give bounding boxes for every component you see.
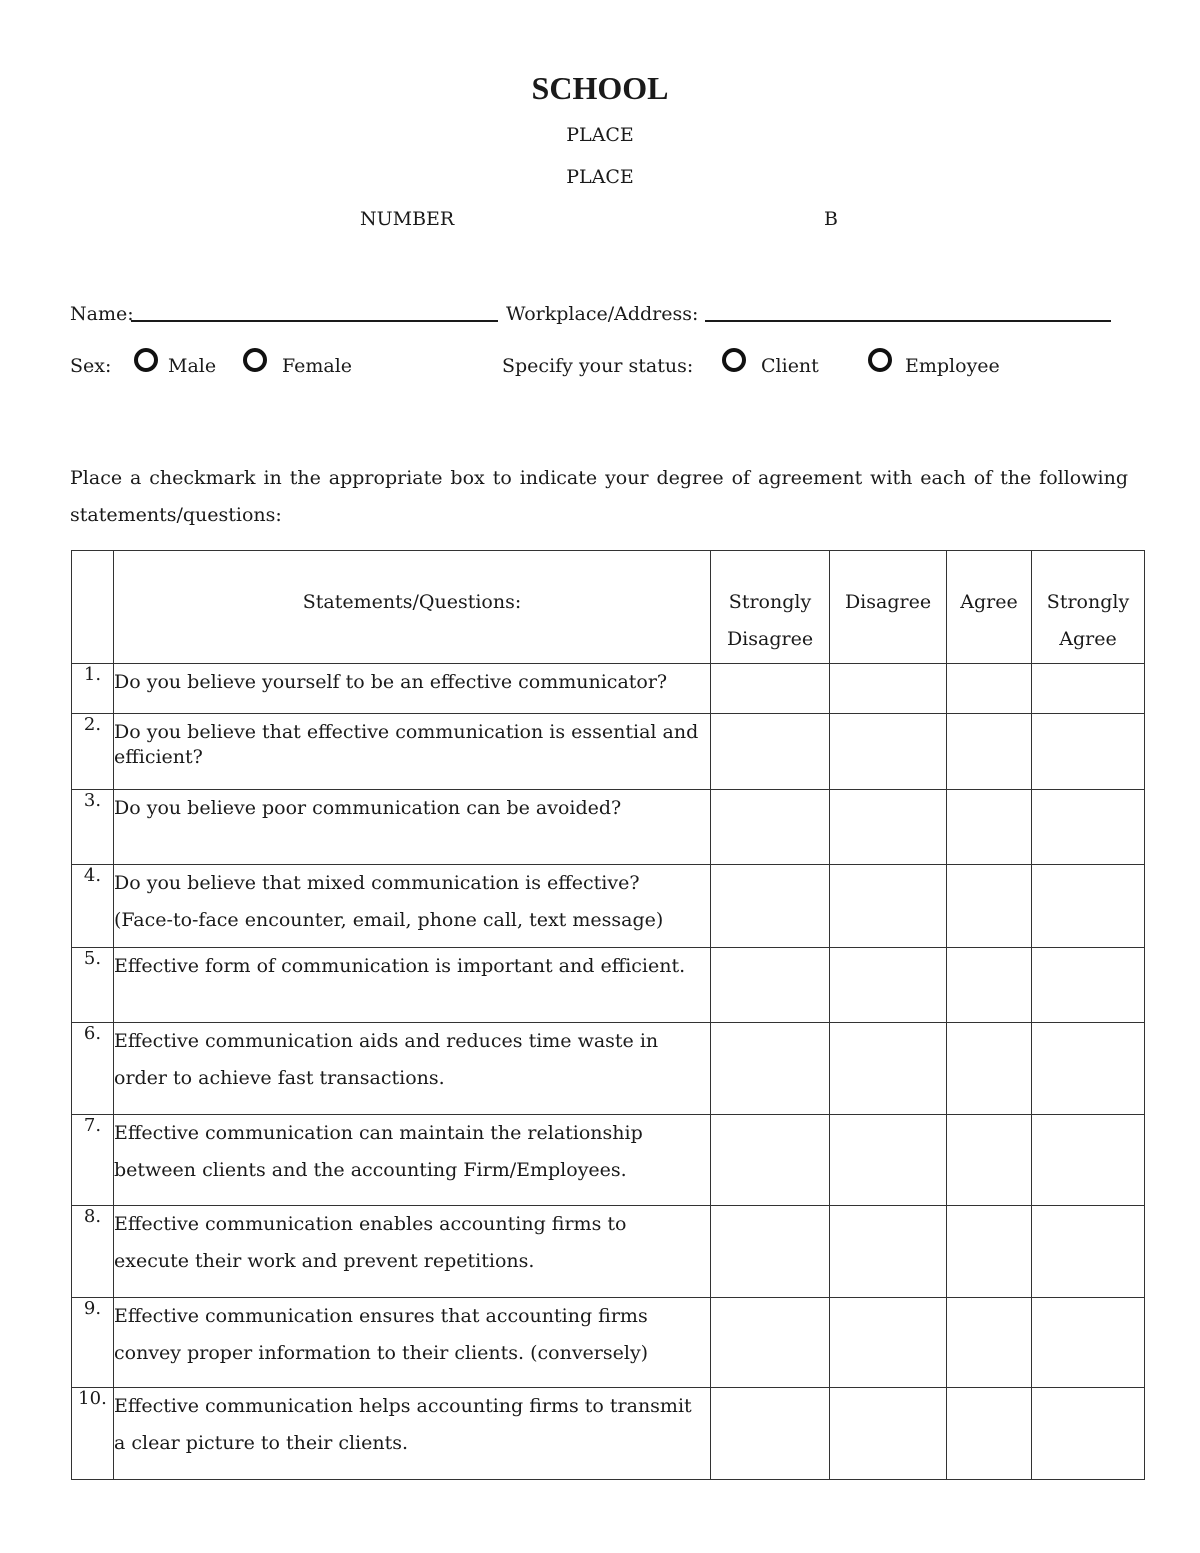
strongly-agree-checkbox[interactable] <box>1032 714 1145 790</box>
statement-line-2: convey proper information to their clients. (conversely) <box>114 1342 649 1364</box>
agree-checkbox[interactable] <box>947 1115 1032 1206</box>
statement-line-2: (Face-to-face encounter, email, phone call, text message) <box>114 909 664 931</box>
row-number: 1. <box>72 664 114 714</box>
strongly-agree-checkbox[interactable] <box>1032 664 1145 714</box>
agree-checkbox[interactable] <box>947 1388 1032 1480</box>
row-statement <box>114 714 711 790</box>
row-number: 7. <box>72 1115 114 1206</box>
statement-line-1: Effective communication aids and reduces time waste in <box>114 1030 659 1052</box>
row-statement <box>114 664 711 714</box>
statement-line-1: Effective communication helps accounting firms to transmit <box>114 1395 692 1417</box>
workplace-field[interactable] <box>705 320 1111 322</box>
statement-line-1: Effective communication enables accounting firms to <box>114 1213 627 1235</box>
table-row <box>72 790 1145 865</box>
page-title: SCHOOL <box>531 70 669 106</box>
instructions: Place a checkmark in the appropriate box to indicate your degree of agreement with each of the following statements/questions: <box>70 467 1128 526</box>
disagree-checkbox[interactable] <box>830 948 947 1023</box>
agree-checkbox[interactable] <box>947 790 1032 865</box>
strongly-disagree-checkbox[interactable] <box>711 664 830 714</box>
strongly-agree-checkbox[interactable] <box>1032 1115 1145 1206</box>
strongly-disagree-checkbox[interactable] <box>711 1388 830 1480</box>
status-label: Specify your status: <box>502 355 694 377</box>
row-number: 3. <box>72 790 114 865</box>
row-number: 4. <box>72 865 114 948</box>
table-row <box>72 1298 1145 1388</box>
workplace-label: Workplace/Address: <box>506 303 699 325</box>
strongly-agree-checkbox[interactable] <box>1032 790 1145 865</box>
strongly-disagree-checkbox[interactable] <box>711 1023 830 1115</box>
table-row <box>72 714 1145 790</box>
statement-line-2: a clear picture to their clients. <box>114 1432 409 1454</box>
disagree-checkbox[interactable] <box>830 1023 947 1115</box>
agree-checkbox[interactable] <box>947 714 1032 790</box>
name-label: Name: <box>70 303 134 325</box>
agree-header <box>947 551 1032 664</box>
disagree-checkbox[interactable] <box>830 1206 947 1298</box>
statement-line-1: Do you believe that effective communication is essential and <box>114 721 699 743</box>
disagree-checkbox[interactable] <box>830 1115 947 1206</box>
disagree-checkbox[interactable] <box>830 790 947 865</box>
agree-checkbox[interactable] <box>947 1023 1032 1115</box>
name-field[interactable] <box>131 320 498 322</box>
table-header-row <box>72 551 1145 664</box>
number-label: NUMBER <box>360 208 455 230</box>
agree-checkbox[interactable] <box>947 664 1032 714</box>
statement-line-2: efficient? <box>114 746 203 768</box>
table-row <box>72 1206 1145 1298</box>
disagree-checkbox[interactable] <box>830 664 947 714</box>
strongly-agree-header <box>1032 551 1145 664</box>
row-statement <box>114 1298 711 1388</box>
row-statement <box>114 1023 711 1115</box>
place-line-2: PLACE <box>566 166 634 188</box>
table-row <box>72 664 1145 714</box>
strongly-agree-checkbox[interactable] <box>1032 948 1145 1023</box>
agree-checkbox[interactable] <box>947 1206 1032 1298</box>
table-row <box>72 1115 1145 1206</box>
strongly-agree-checkbox[interactable] <box>1032 865 1145 948</box>
row-statement <box>114 1115 711 1206</box>
disagree-checkbox[interactable] <box>830 1298 947 1388</box>
statement-line-1: Effective form of communication is important and efficient. <box>114 955 686 977</box>
strongly-disagree-checkbox[interactable] <box>711 865 830 948</box>
strongly-disagree-checkbox[interactable] <box>711 1298 830 1388</box>
table-row <box>72 948 1145 1023</box>
strongly-agree-checkbox[interactable] <box>1032 1206 1145 1298</box>
row-statement <box>114 948 711 1023</box>
table-row <box>72 1023 1145 1115</box>
strongly-agree-line2: Agree <box>1059 628 1117 650</box>
client-radio[interactable] <box>722 348 746 372</box>
male-radio[interactable] <box>134 348 158 372</box>
employee-label: Employee <box>905 355 1000 377</box>
number-column-header <box>72 551 114 664</box>
statement-line-1: Effective communication ensures that accounting firms <box>114 1305 648 1327</box>
female-radio[interactable] <box>243 348 267 372</box>
statement-line-2: execute their work and prevent repetitions. <box>114 1250 535 1272</box>
row-statement <box>114 1206 711 1298</box>
male-label: Male <box>168 355 217 377</box>
table-row <box>72 1388 1145 1480</box>
row-number: 6. <box>72 1023 114 1115</box>
statement-line-2: between clients and the accounting Firm/Employees. <box>114 1159 627 1181</box>
disagree-checkbox[interactable] <box>830 865 947 948</box>
b-label: B <box>824 208 838 230</box>
place-line-1: PLACE <box>566 124 634 146</box>
strongly-disagree-checkbox[interactable] <box>711 714 830 790</box>
statement-line-1: Effective communication can maintain the relationship <box>114 1122 643 1144</box>
strongly-agree-checkbox[interactable] <box>1032 1388 1145 1480</box>
strongly-agree-checkbox[interactable] <box>1032 1298 1145 1388</box>
employee-radio[interactable] <box>868 348 892 372</box>
row-number: 10. <box>72 1388 114 1480</box>
strongly-disagree-checkbox[interactable] <box>711 948 830 1023</box>
statement-line-1: Do you believe that mixed communication is effective? <box>114 872 640 894</box>
statement-line-1: Do you believe poor communication can be avoided? <box>114 797 622 819</box>
statements-column-header <box>114 551 711 664</box>
row-statement <box>114 1388 711 1480</box>
row-statement <box>114 790 711 865</box>
strongly-disagree-line2: Disagree <box>726 628 814 650</box>
statement-line-1: Do you believe yourself to be an effective communicator? <box>114 671 668 693</box>
row-number: 8. <box>72 1206 114 1298</box>
strongly-agree-checkbox[interactable] <box>1032 1023 1145 1115</box>
agree-checkbox[interactable] <box>947 865 1032 948</box>
disagree-checkbox[interactable] <box>830 1388 947 1480</box>
row-number: 9. <box>72 1298 114 1388</box>
disagree-header <box>830 551 947 664</box>
statements-header-text: Statements/Questions: <box>302 591 522 613</box>
disagree-checkbox[interactable] <box>830 714 947 790</box>
female-label: Female <box>282 355 353 377</box>
strongly-disagree-checkbox[interactable] <box>711 1206 830 1298</box>
agree-line1: Agree <box>960 591 1018 613</box>
strongly-disagree-checkbox[interactable] <box>711 1115 830 1206</box>
client-label: Client <box>761 355 819 377</box>
disagree-line1: Disagree <box>844 591 932 613</box>
strongly-agree-line1: Strongly <box>1046 591 1130 613</box>
row-statement <box>114 865 711 948</box>
row-number: 5. <box>72 948 114 1023</box>
strongly-disagree-line1: Strongly <box>728 591 812 613</box>
row-number: 2. <box>72 714 114 790</box>
statement-line-2: order to achieve fast transactions. <box>114 1067 445 1089</box>
strongly-disagree-header <box>711 551 830 664</box>
strongly-disagree-checkbox[interactable] <box>711 790 830 865</box>
agree-checkbox[interactable] <box>947 948 1032 1023</box>
table-row <box>72 865 1145 948</box>
sex-label: Sex: <box>70 355 112 377</box>
survey-table <box>71 550 1145 1480</box>
agree-checkbox[interactable] <box>947 1298 1032 1388</box>
